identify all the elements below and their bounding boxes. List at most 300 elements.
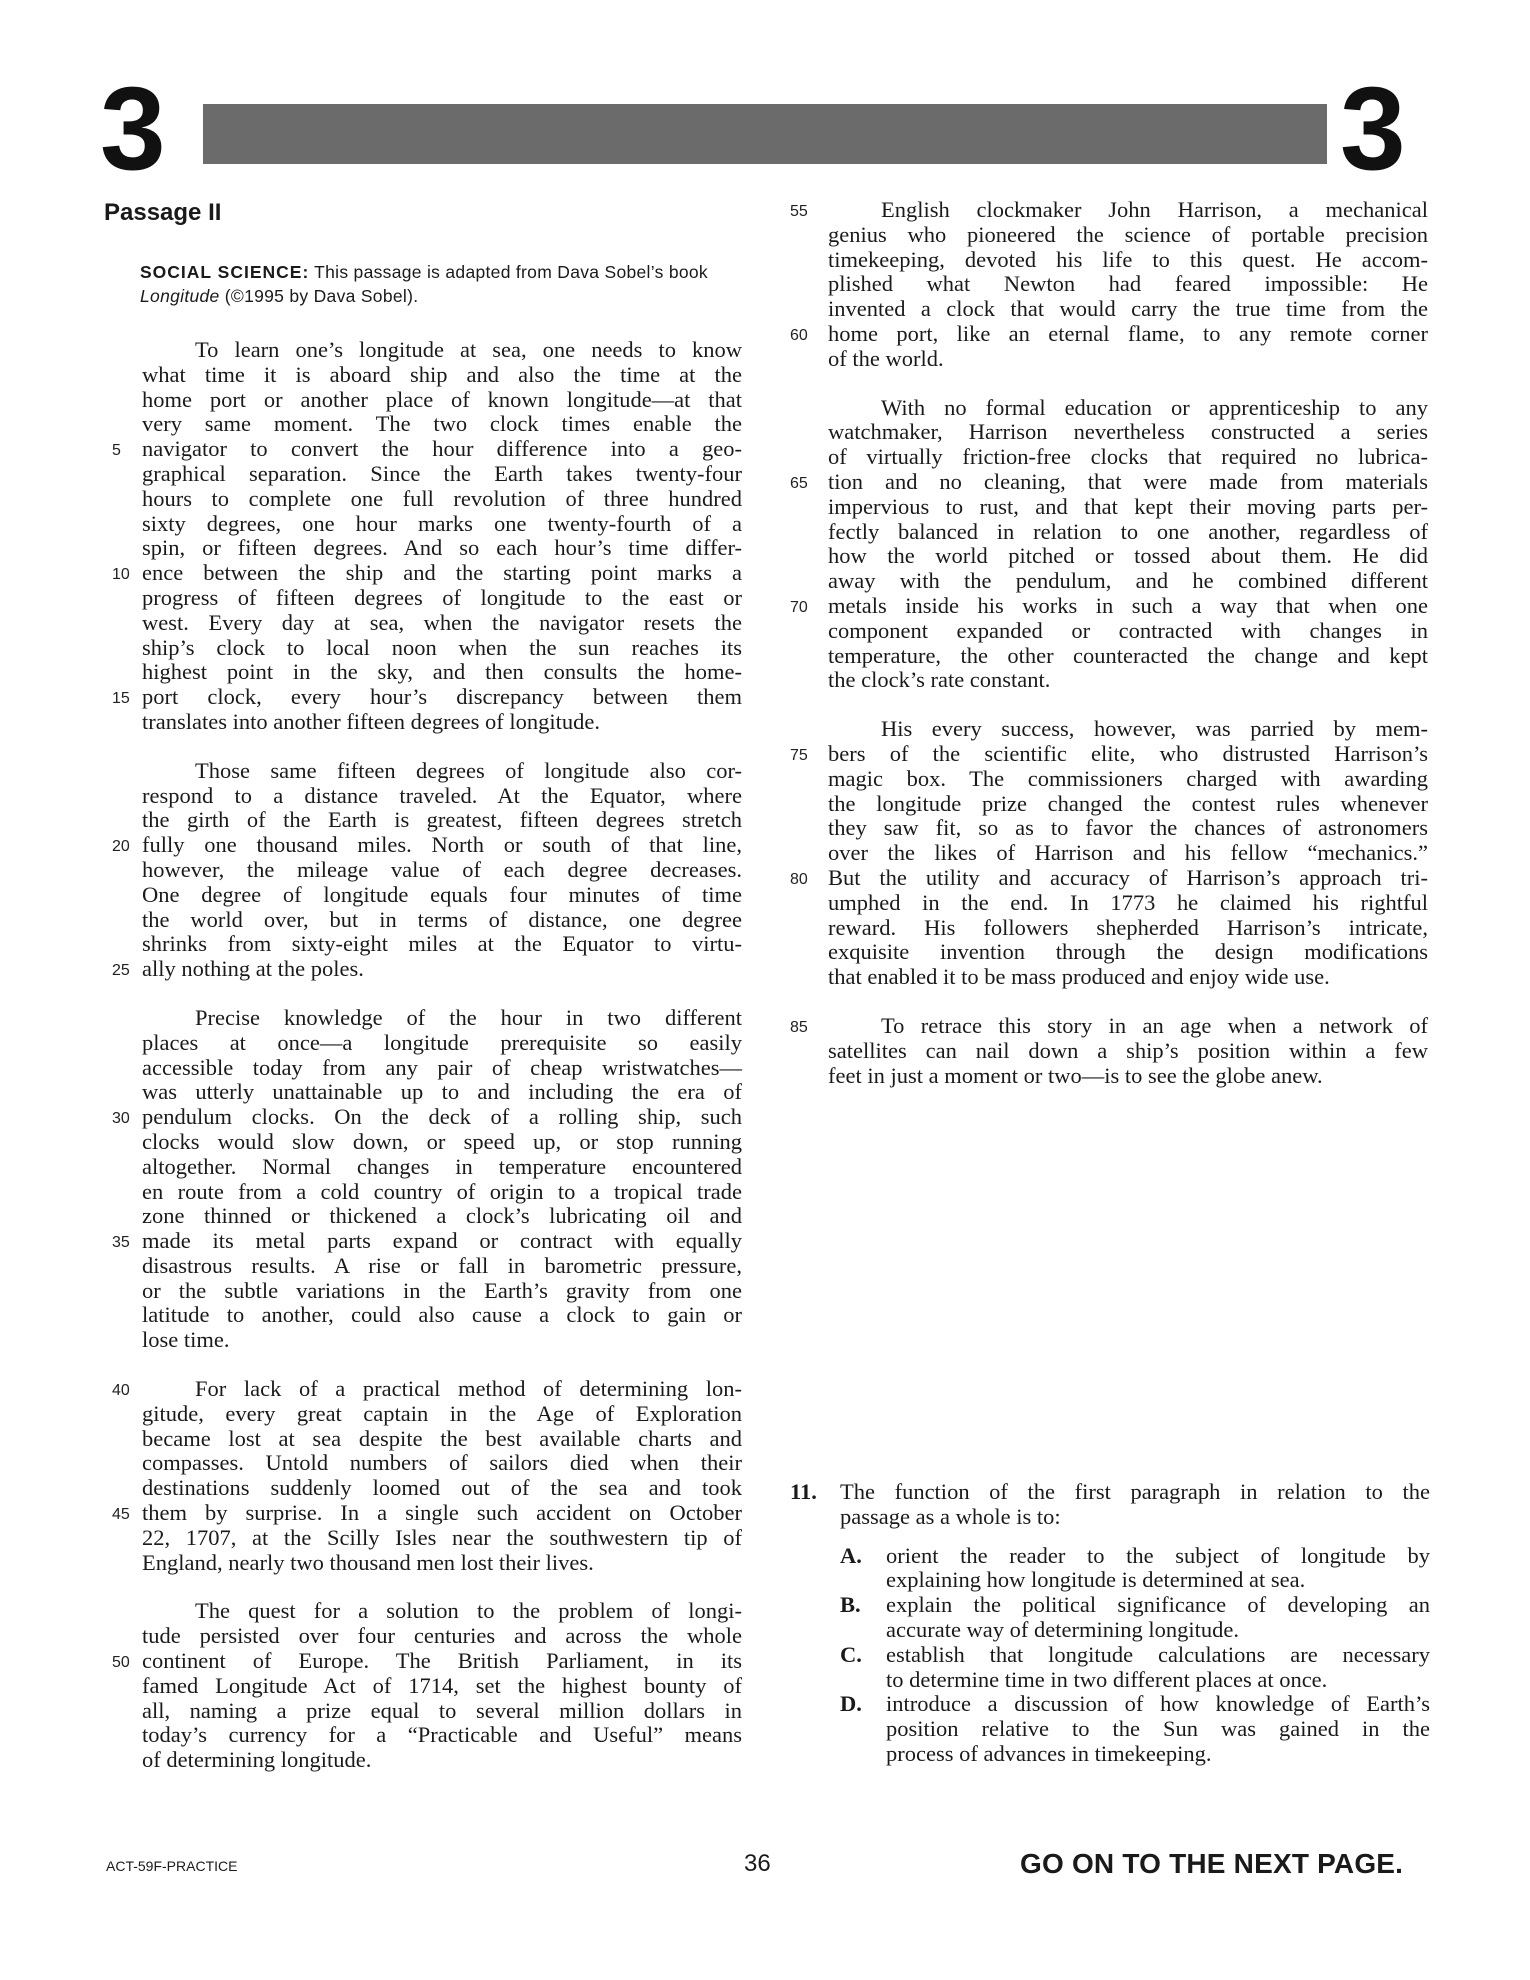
passage-line — [790, 272, 1430, 297]
passage-line — [104, 1105, 744, 1130]
line-text — [142, 1624, 742, 1649]
section-header-bar — [203, 104, 1327, 164]
line-text-content: gitude, every great captain in the Age of Exploration — [142, 1400, 742, 1426]
passage-line — [104, 858, 744, 883]
line-text — [828, 940, 1428, 965]
passage-line — [104, 710, 744, 735]
line-text-content: graphical separation. Since the Earth takes twenty-four — [142, 460, 742, 486]
option-text-content: to determine time in two different places at once. — [886, 1666, 1328, 1692]
line-text — [828, 569, 1428, 594]
line-text — [142, 1328, 742, 1353]
passage-line — [790, 619, 1430, 644]
passage-line — [104, 1130, 744, 1155]
passage-line — [104, 1476, 744, 1501]
option-text-content: position relative to the Sun was gained in the — [886, 1716, 1430, 1742]
option-text — [886, 1593, 1430, 1618]
line-text-content: With no formal education or apprenticeship to any — [881, 394, 1428, 420]
line-text — [142, 1031, 742, 1056]
line-text-content: places at once—a longitude prerequisite so easily — [142, 1029, 742, 1055]
line-text-content: The quest for a solution to the problem of longi- — [195, 1598, 742, 1624]
passage-line — [790, 891, 1430, 916]
passage-line — [104, 561, 744, 586]
line-text — [828, 470, 1428, 495]
section-number-right: 3 — [1340, 63, 1406, 195]
line-text — [142, 883, 742, 908]
option-text-content: process of advances in timekeeping. — [886, 1740, 1212, 1766]
passage-line — [790, 668, 1430, 693]
line-text-content: home port or another place of known longitude—at that — [142, 386, 742, 412]
option-text-content: orient the reader to the subject of longitude by — [886, 1542, 1430, 1568]
passage-line — [104, 1402, 744, 1427]
passage-line — [790, 297, 1430, 322]
line-text-content: magic box. The commissioners charged with awarding — [828, 765, 1428, 791]
passage-line — [790, 1064, 1430, 1089]
line-text-content: continent of Europe. The British Parliament, in its — [142, 1648, 742, 1674]
line-text — [828, 594, 1428, 619]
line-text — [142, 388, 742, 413]
line-number: 60 — [790, 326, 808, 344]
line-text — [142, 858, 742, 883]
option-line — [790, 1717, 1430, 1742]
option-line — [790, 1668, 1430, 1693]
passage-line — [104, 388, 744, 413]
line-text — [142, 1377, 742, 1402]
line-text-content: disastrous results. A rise or fall in barometric pressure, — [142, 1252, 742, 1278]
passage-line — [104, 1031, 744, 1056]
line-text — [142, 1155, 742, 1180]
line-text-content: tion and no cleaning, that were made from materials — [828, 468, 1428, 494]
line-text-content: 22, 1707, at the Scilly Isles near the southwestern tip of — [142, 1524, 742, 1550]
line-number: 45 — [112, 1506, 130, 1524]
line-text — [142, 1056, 742, 1081]
line-number: 80 — [790, 870, 808, 888]
option-text — [886, 1717, 1430, 1742]
option-line — [790, 1544, 1430, 1569]
passage-line — [790, 940, 1430, 965]
option-text-content: introduce a discussion of how knowledge of Earth’s — [886, 1691, 1430, 1717]
passage-introduction — [140, 260, 740, 308]
passage-line — [790, 495, 1430, 520]
line-number: 15 — [112, 690, 130, 708]
option-letter: B. — [840, 1592, 861, 1618]
passage-line — [104, 512, 744, 537]
line-text — [828, 891, 1428, 916]
line-text-content: latitude to another, could also cause a clock to gain or — [142, 1302, 742, 1328]
line-text — [828, 223, 1428, 248]
line-text-content: ship’s clock to local noon when the sun reaches its — [142, 634, 742, 660]
line-text-content: tude persisted over four centuries and across the whole — [142, 1623, 742, 1649]
question-line — [790, 1505, 1430, 1530]
line-text-content: timekeeping, devoted his life to this quest. He accom- — [828, 246, 1428, 272]
passage-line — [790, 544, 1430, 569]
line-text — [142, 784, 742, 809]
passage-paragraph — [790, 1014, 1430, 1088]
option-text — [886, 1643, 1430, 1668]
passage-line — [790, 916, 1430, 941]
line-text-content: English clockmaker John Harrison, a mechanical — [881, 197, 1428, 222]
passage-line — [790, 816, 1430, 841]
line-text-content: umphed in the end. In 1773 he claimed his rightful — [828, 889, 1428, 915]
passage-line — [104, 1723, 744, 1748]
passage-line — [790, 717, 1430, 742]
passage-line — [790, 1014, 1430, 1039]
line-text — [142, 660, 742, 685]
line-text — [142, 1204, 742, 1229]
line-text — [828, 619, 1428, 644]
line-text — [828, 544, 1428, 569]
line-text-content: famed Longitude Act of 1714, set the highest bounty of — [142, 1672, 742, 1698]
option-text — [886, 1568, 1430, 1593]
passage-paragraph — [790, 717, 1430, 990]
line-number: 25 — [112, 962, 130, 980]
passage-line — [104, 1204, 744, 1229]
line-number: 30 — [112, 1110, 130, 1128]
passage-line — [790, 569, 1430, 594]
line-text-content: what time it is aboard ship and also the time at the — [142, 361, 742, 387]
line-text-content: reward. His followers shepherded Harrison’s intricate, — [828, 914, 1428, 940]
line-text — [142, 437, 742, 462]
line-text-content: genius who pioneered the science of portable precision — [828, 221, 1428, 247]
left-column — [104, 198, 744, 1797]
question-stem — [790, 1480, 1430, 1530]
line-text-content: the girth of the Earth is greatest, fifteen degrees stretch — [142, 807, 742, 833]
right-column — [790, 198, 1430, 1112]
passage-line — [104, 759, 744, 784]
line-text-content: compasses. Untold numbers of sailors died when their — [142, 1450, 742, 1476]
option-text — [886, 1668, 1430, 1693]
line-text-content: component expanded or contracted with changes in — [828, 617, 1428, 643]
option-line — [790, 1692, 1430, 1717]
line-text-content: invented a clock that would carry the true time from the — [828, 296, 1428, 322]
line-text — [828, 396, 1428, 421]
right-paragraphs — [790, 198, 1430, 1088]
passage-line — [790, 445, 1430, 470]
line-text-content: lose time. — [142, 1327, 230, 1353]
option-text — [886, 1742, 1430, 1767]
passage-line — [104, 883, 744, 908]
line-text-content: of virtually friction-free clocks that required no lubrica- — [828, 444, 1428, 470]
line-text-content: accessible today from any pair of cheap wristwatches— — [142, 1054, 742, 1080]
line-text-content: became lost at sea despite the best available charts and — [142, 1425, 742, 1451]
line-text-content: home port, like an eternal flame, to any remote corner — [828, 320, 1428, 346]
question-11 — [790, 1480, 1430, 1767]
line-text — [142, 1649, 742, 1674]
line-number: 20 — [112, 838, 130, 856]
line-text — [828, 520, 1428, 545]
line-text-content: bers of the scientific elite, who distrusted Harrison’s — [828, 740, 1428, 766]
line-text — [828, 816, 1428, 841]
line-text — [142, 1105, 742, 1130]
line-text — [828, 495, 1428, 520]
line-text-content: pendulum clocks. On the deck of a rolling ship, such — [142, 1104, 742, 1130]
line-text — [142, 1674, 742, 1699]
option-text-content: explain the political significance of developing an — [886, 1592, 1430, 1618]
passage-line — [104, 1501, 744, 1526]
passage-line — [790, 767, 1430, 792]
answer-option-b[interactable] — [790, 1593, 1430, 1643]
section-number-left: 3 — [100, 63, 166, 195]
passage-line — [790, 248, 1430, 273]
passage-line — [104, 1056, 744, 1081]
passage-line — [790, 965, 1430, 990]
question-number: 11. — [790, 1479, 817, 1504]
line-text — [142, 1451, 742, 1476]
passage-title: Passage II — [104, 199, 222, 226]
intro-copyright: (©1995 by Dava Sobel). — [219, 286, 419, 306]
passage-line — [104, 1427, 744, 1452]
passage-line — [104, 1006, 744, 1031]
answer-option-a[interactable] — [790, 1544, 1430, 1594]
line-text — [142, 1303, 742, 1328]
line-text — [142, 1279, 742, 1304]
line-text-content: the clock’s rate constant. — [828, 667, 1051, 693]
question-text-content: passage as a whole is to: — [840, 1503, 1061, 1529]
line-text — [142, 1501, 742, 1526]
line-text-content: spin, or fifteen degrees. And so each hour’s time differ- — [142, 535, 742, 561]
line-text — [142, 1748, 742, 1773]
passage-line — [790, 470, 1430, 495]
passage-line — [104, 338, 744, 363]
line-number: 85 — [790, 1018, 808, 1036]
line-text — [828, 198, 1428, 223]
line-number: 35 — [112, 1234, 130, 1252]
passage-line — [104, 1328, 744, 1353]
line-text — [828, 841, 1428, 866]
passage-line — [104, 1451, 744, 1476]
passage-line — [104, 636, 744, 661]
passage-line — [104, 1624, 744, 1649]
passage-line — [104, 1377, 744, 1402]
line-text — [142, 1229, 742, 1254]
line-text — [142, 1402, 742, 1427]
line-text-content: today’s currency for a “Practicable and Useful” means — [142, 1722, 742, 1748]
passage-line — [104, 1155, 744, 1180]
line-text — [142, 808, 742, 833]
option-letter: D. — [840, 1691, 862, 1717]
line-text-content: altogether. Normal changes in temperature encountered — [142, 1153, 742, 1179]
line-text-content: the longitude prize changed the contest rules whenever — [828, 790, 1428, 816]
line-text — [142, 908, 742, 933]
line-text-content: them by surprise. In a single such accident on October — [142, 1500, 742, 1526]
line-text — [142, 561, 742, 586]
passage-line — [104, 685, 744, 710]
line-text — [828, 445, 1428, 470]
question-text-content: The function of the first paragraph in relation to the — [840, 1479, 1430, 1504]
line-text-content: they saw fit, so as to favor the chances of astronomers — [828, 815, 1428, 841]
line-number: 70 — [790, 598, 808, 616]
passage-line — [104, 1551, 744, 1576]
passage-line — [104, 1180, 744, 1205]
passage-line — [104, 784, 744, 809]
line-text-content: shrinks from sixty-eight miles at the Equator to virtu- — [142, 931, 742, 957]
passage-line — [104, 437, 744, 462]
passage-line — [790, 223, 1430, 248]
passage-paragraph — [790, 198, 1430, 372]
question-text — [840, 1505, 1430, 1530]
line-text — [828, 717, 1428, 742]
line-text-content: navigator to convert the hour difference into a geo- — [142, 436, 742, 462]
line-text-content: One degree of longitude equals four minutes of time — [142, 881, 742, 907]
line-text — [828, 1064, 1428, 1089]
line-text — [828, 742, 1428, 767]
intro-label: SOCIAL SCIENCE: — [140, 262, 310, 282]
line-text — [828, 866, 1428, 891]
line-text-content: His every success, however, was parried by mem- — [881, 716, 1428, 742]
answer-options — [790, 1544, 1430, 1767]
line-text-content: metals inside his works in such a way that when one — [828, 592, 1428, 618]
line-text — [828, 644, 1428, 669]
passage-line — [104, 487, 744, 512]
line-text-content: of determining longitude. — [142, 1747, 372, 1773]
line-text-content: translates into another fifteen degrees of longitude. — [142, 708, 600, 734]
passage-line — [104, 1526, 744, 1551]
intro-text: This passage is adapted from Dava Sobel’s book — [309, 262, 708, 282]
line-text — [828, 668, 1428, 693]
line-text-content: But the utility and accuracy of Harrison’s approach tri- — [828, 864, 1428, 890]
passage-line — [104, 1748, 744, 1773]
option-line — [790, 1643, 1430, 1668]
line-text-content: Those same fifteen degrees of longitude also cor- — [195, 757, 742, 783]
line-text-content: To retrace this story in an age when a network of — [881, 1012, 1428, 1038]
line-text — [142, 1526, 742, 1551]
line-text-content: of the world. — [828, 345, 944, 371]
line-text — [828, 1039, 1428, 1064]
line-text — [142, 1723, 742, 1748]
line-text — [142, 586, 742, 611]
line-text-content: ally nothing at the poles. — [142, 956, 364, 982]
line-text-content: en route from a cold country of origin to a tropical trade — [142, 1178, 742, 1204]
line-text — [142, 1080, 742, 1105]
line-text-content: however, the mileage value of each degree decreases. — [142, 856, 742, 882]
line-text-content: sixty degrees, one hour marks one twenty-fourth of a — [142, 510, 742, 536]
line-text — [142, 636, 742, 661]
option-line — [790, 1568, 1430, 1593]
passage-line — [790, 322, 1430, 347]
line-text-content: destinations suddenly loomed out of the sea and took — [142, 1475, 742, 1501]
page-number: 36 — [744, 1850, 771, 1877]
line-number: 50 — [112, 1654, 130, 1672]
line-text — [142, 462, 742, 487]
line-text — [142, 412, 742, 437]
line-text — [142, 1254, 742, 1279]
line-text — [142, 1551, 742, 1576]
line-text — [828, 272, 1428, 297]
line-text-content: was utterly unattainable up to and including the era of — [142, 1079, 742, 1105]
line-text — [828, 322, 1428, 347]
line-text-content: feet in just a moment or two—is to see the globe anew. — [828, 1062, 1323, 1088]
option-text-content: establish that longitude calculations are necessary — [886, 1641, 1430, 1667]
line-text — [142, 833, 742, 858]
passage-line — [790, 1039, 1430, 1064]
line-text — [142, 710, 742, 735]
line-text — [828, 767, 1428, 792]
line-text-content: made its metal parts expand or contract with equally — [142, 1228, 742, 1254]
passage-line — [790, 742, 1430, 767]
passage-line — [104, 1080, 744, 1105]
passage-line — [104, 1303, 744, 1328]
line-text-content: respond to a distance traveled. At the Equator, where — [142, 782, 742, 808]
line-text-content: zone thinned or thickened a clock’s lubricating oil and — [142, 1203, 742, 1229]
passage-line — [104, 1649, 744, 1674]
option-letter: C. — [840, 1641, 862, 1667]
answer-option-d[interactable] — [790, 1692, 1430, 1766]
passage-line — [790, 866, 1430, 891]
line-number: 40 — [112, 1382, 130, 1400]
passage-line — [790, 792, 1430, 817]
line-text-content: highest point in the sky, and then consults the home- — [142, 659, 742, 685]
line-text-content: To learn one’s longitude at sea, one needs to know — [195, 337, 742, 362]
line-text — [142, 1476, 742, 1501]
passage-line — [104, 660, 744, 685]
option-text — [886, 1544, 1430, 1569]
line-text — [142, 1130, 742, 1155]
line-text-content: away with the pendulum, and he combined different — [828, 568, 1428, 594]
line-text — [828, 916, 1428, 941]
option-line — [790, 1742, 1430, 1767]
passage-line — [104, 611, 744, 636]
line-text — [828, 965, 1428, 990]
option-line — [790, 1593, 1430, 1618]
line-text-content: impervious to rust, and that kept their moving parts per- — [828, 493, 1428, 519]
line-text-content: watchmaker, Harrison nevertheless constructed a series — [828, 419, 1428, 445]
line-text — [142, 1427, 742, 1452]
passage-paragraph — [104, 338, 744, 735]
option-text-content: explaining how longitude is determined at sea. — [886, 1567, 1306, 1593]
line-text — [142, 759, 742, 784]
passage-line — [104, 1699, 744, 1724]
passage-line — [104, 808, 744, 833]
line-text — [142, 611, 742, 636]
option-text — [886, 1692, 1430, 1717]
passage-paragraph — [104, 759, 744, 982]
line-text — [142, 512, 742, 537]
passage-line — [104, 412, 744, 437]
passage-line — [790, 644, 1430, 669]
passage-paragraph — [790, 396, 1430, 694]
passage-paragraph — [104, 1377, 744, 1575]
line-number: 75 — [790, 746, 808, 764]
line-text — [828, 347, 1428, 372]
line-number: 65 — [790, 474, 808, 492]
passage-paragraph — [104, 1599, 744, 1773]
option-text-content: accurate way of determining longitude. — [886, 1616, 1239, 1642]
line-text-content: temperature, the other counteracted the change and kept — [828, 642, 1428, 668]
line-text-content: progress of fifteen degrees of longitude to the east or — [142, 584, 742, 610]
left-paragraphs — [104, 338, 744, 1773]
line-text-content: how the world pitched or tossed about them. He did — [828, 543, 1428, 569]
passage-line — [790, 347, 1430, 372]
passage-line — [790, 594, 1430, 619]
passage-paragraph — [104, 1006, 744, 1353]
line-text-content: For lack of a practical method of determining lon- — [195, 1376, 742, 1402]
line-text-content: England, nearly two thousand men lost their lives. — [142, 1549, 594, 1575]
line-number: 55 — [790, 203, 808, 220]
passage-line — [104, 1229, 744, 1254]
line-text — [142, 338, 742, 363]
line-text — [142, 957, 742, 982]
line-text — [142, 363, 742, 388]
answer-option-c[interactable] — [790, 1643, 1430, 1693]
line-text-content: port clock, every hour’s discrepancy between them — [142, 684, 742, 710]
line-text — [142, 1180, 742, 1205]
option-letter: A. — [840, 1542, 862, 1568]
option-text — [886, 1618, 1430, 1643]
passage-line — [790, 396, 1430, 421]
line-text — [828, 792, 1428, 817]
test-code: ACT-59F-PRACTICE — [106, 1858, 238, 1874]
question-text — [840, 1480, 1430, 1505]
line-text-content: plished what Newton had feared impossible: He — [828, 271, 1428, 297]
